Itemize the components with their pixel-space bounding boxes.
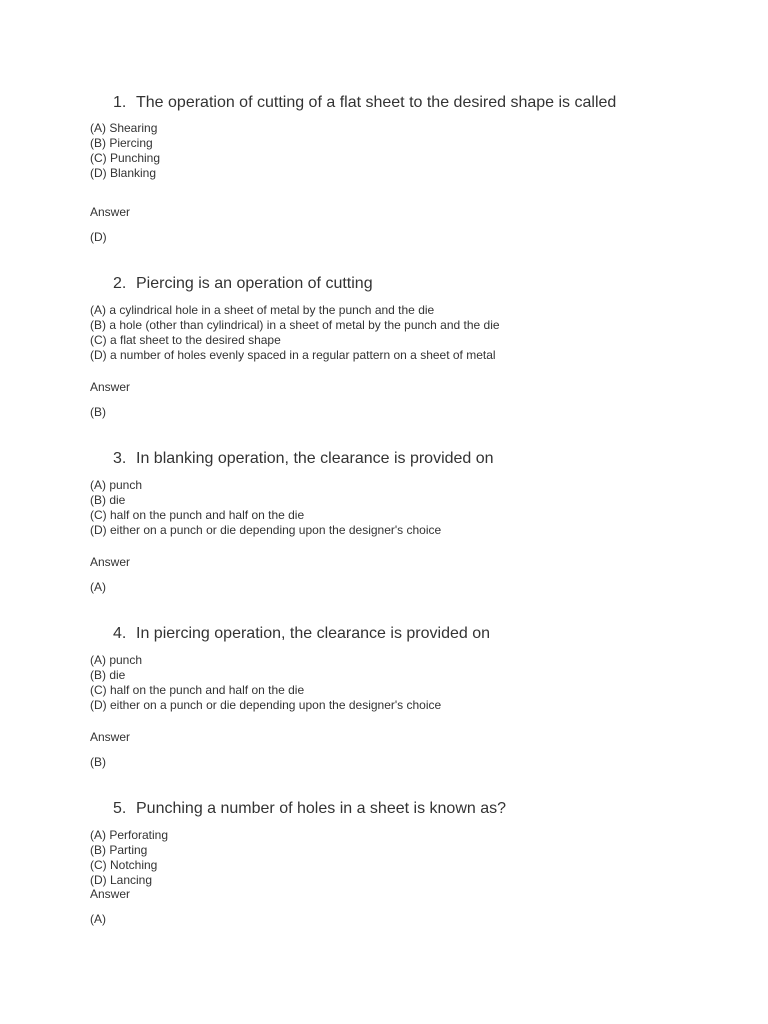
option-d: (D) Lancing [90, 873, 153, 887]
answer-value: (A) [90, 580, 106, 594]
option-list [90, 653, 441, 713]
option-list [90, 303, 500, 363]
question-number: 4. [113, 625, 127, 642]
option-b: (B) die [90, 493, 126, 507]
answer-value: (D) [90, 230, 107, 244]
answer-label: Answer [90, 730, 131, 744]
option-b: (B) a hole (other than cylindrical) in a sheet of metal by the punch and the die [90, 318, 500, 332]
question-number: 2. [113, 275, 127, 292]
question-number: 1. [113, 94, 127, 111]
option-d: (D) either on a punch or die depending upon the designer's choice [90, 523, 442, 537]
option-c: (C) half on the punch and half on the die [90, 508, 305, 522]
option-a: (A) punch [90, 478, 143, 492]
answer-value: (A) [90, 912, 106, 926]
option-a: (A) Perforating [90, 828, 169, 842]
option-b: (B) die [90, 668, 126, 682]
question-text: In blanking operation, the clearance is provided on [136, 450, 494, 467]
question-text: Punching a number of holes in a sheet is known as? [136, 800, 507, 817]
answer-label: Answer [90, 205, 131, 219]
option-a: (A) Shearing [90, 121, 158, 135]
option-c: (C) Punching [90, 151, 161, 165]
question-title [113, 274, 373, 294]
question-title [113, 624, 490, 644]
option-list [90, 478, 441, 538]
option-a: (A) a cylindrical hole in a sheet of metal by the punch and the die [90, 303, 435, 317]
question-title [113, 93, 616, 113]
option-b: (B) Piercing [90, 136, 153, 150]
option-d: (D) a number of holes evenly spaced in a regular pattern on a sheet of metal [90, 348, 496, 362]
question-text: The operation of cutting of a flat sheet to the desired shape is called [136, 94, 617, 111]
question-title [113, 449, 494, 469]
question-text: Piercing is an operation of cutting [136, 275, 373, 292]
question-number: 5. [113, 800, 127, 817]
option-c: (C) a flat sheet to the desired shape [90, 333, 281, 347]
option-d: (D) either on a punch or die depending upon the designer's choice [90, 698, 442, 712]
option-c: (C) Notching [90, 858, 158, 872]
option-b: (B) Parting [90, 843, 148, 857]
question-number: 3. [113, 450, 127, 467]
answer-label: Answer [90, 887, 131, 901]
option-a: (A) punch [90, 653, 143, 667]
question-text: In piercing operation, the clearance is provided on [136, 625, 490, 642]
answer-label: Answer [90, 555, 131, 569]
answer-value: (B) [90, 755, 106, 769]
option-list [90, 828, 168, 888]
option-c: (C) half on the punch and half on the die [90, 683, 305, 697]
option-d: (D) Blanking [90, 166, 157, 180]
option-list [90, 121, 160, 181]
question-title [113, 799, 506, 819]
answer-label: Answer [90, 380, 131, 394]
answer-value: (B) [90, 405, 106, 419]
